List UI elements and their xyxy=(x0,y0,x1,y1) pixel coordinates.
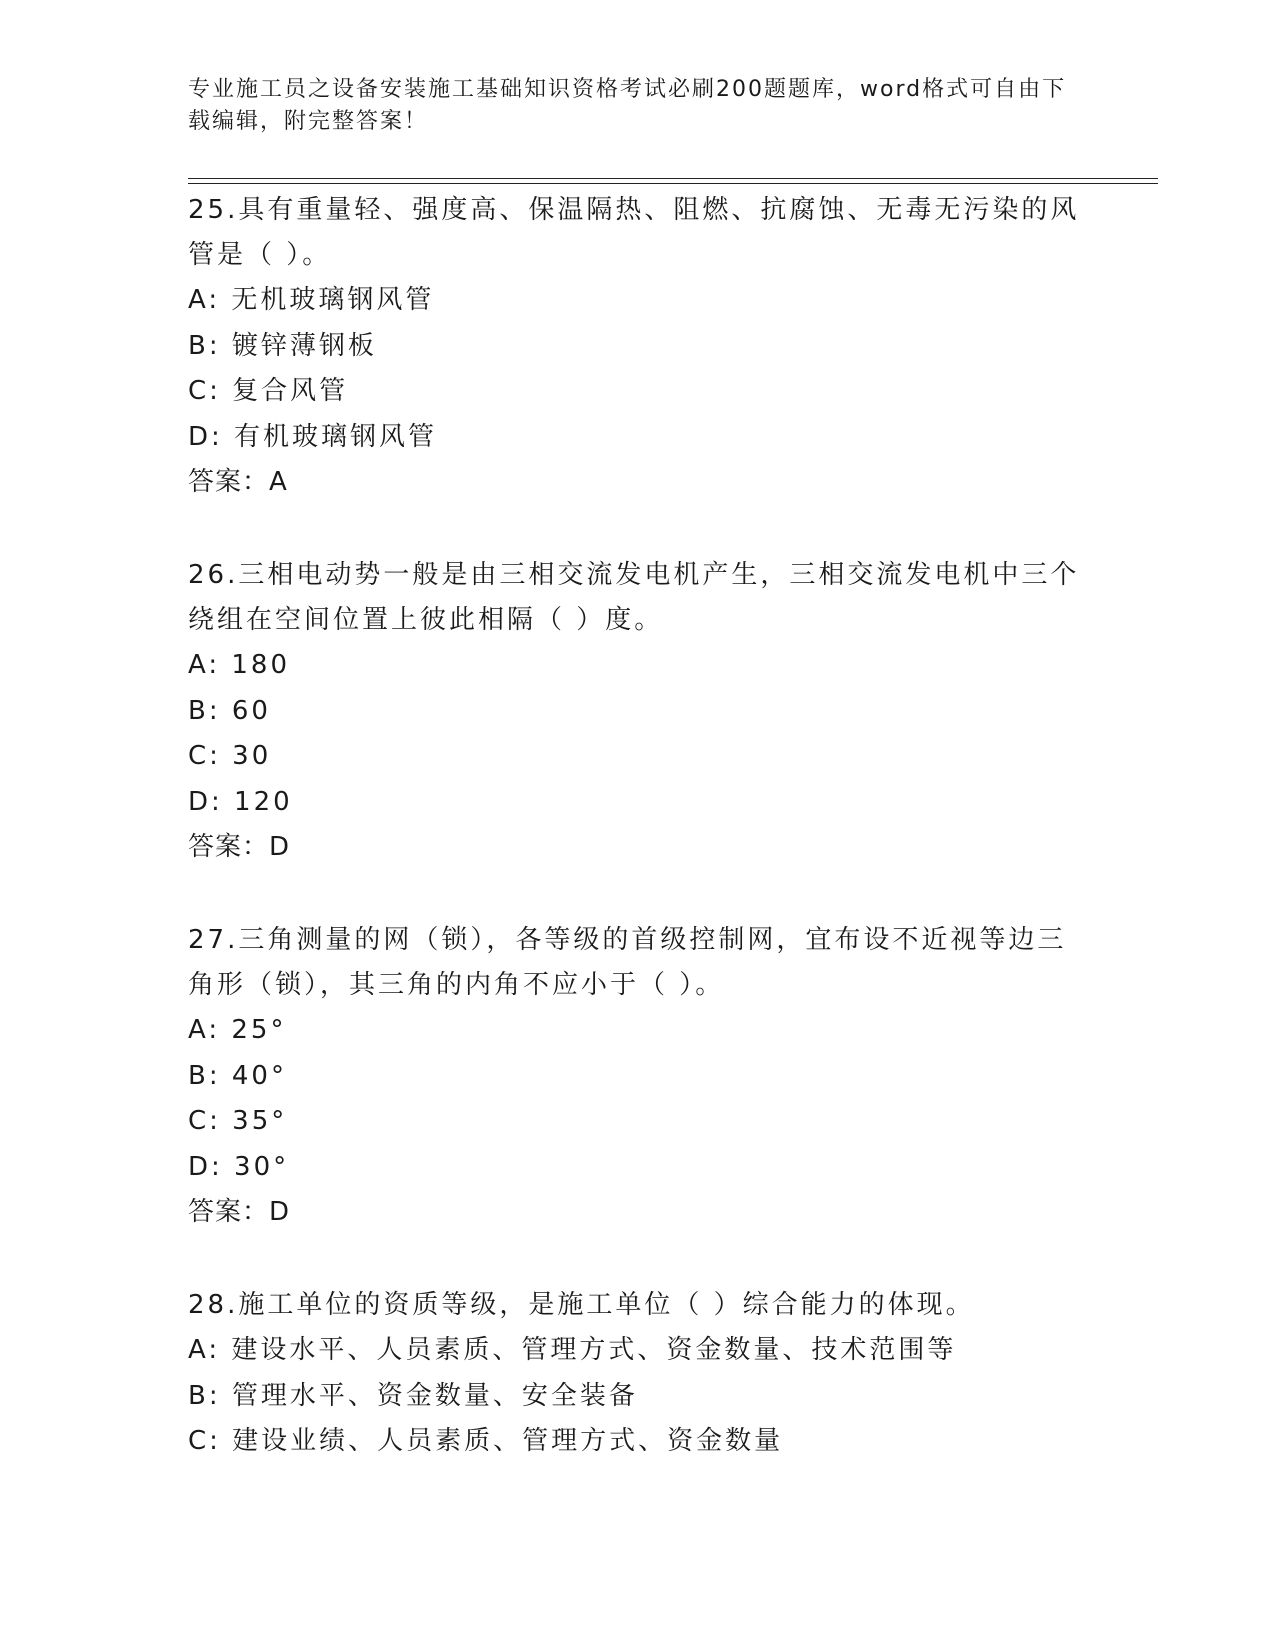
question-25 xyxy=(188,188,1088,505)
answer: 答案：D xyxy=(188,1197,291,1227)
option-c: C: 35° xyxy=(188,1106,288,1136)
question-stem: 25.具有重量轻、强度高、保温隔热、阻燃、抗腐蚀、无毒无污染的风管是（ ）。 xyxy=(188,195,1080,270)
option-b: B: 60 xyxy=(188,695,271,726)
option-a: A: 建设水平、人员素质、管理方式、资金数量、技术范围等 xyxy=(188,1335,957,1365)
header-divider-top xyxy=(188,178,1158,179)
option-b: B: 管理水平、资金数量、安全装备 xyxy=(188,1380,638,1411)
answer: 答案：A xyxy=(188,467,288,497)
header-divider-bottom xyxy=(188,183,1158,184)
option-c: C: 建设业绩、人员素质、管理方式、资金数量 xyxy=(188,1426,784,1456)
option-a: A: 25° xyxy=(188,1015,287,1045)
option-d: D: 有机玻璃钢风管 xyxy=(188,421,438,452)
question-28 xyxy=(188,1283,1088,1465)
option-d: D: 120 xyxy=(188,786,293,817)
option-b: B: 镀锌薄钢板 xyxy=(188,330,377,361)
option-d: D: 30° xyxy=(188,1151,290,1182)
question-stem: 28.施工单位的资质等级，是施工单位（ ）综合能力的体现。 xyxy=(188,1290,975,1320)
document-header: 专业施工员之设备安装施工基础知识资格考试必刷200题题库，word格式可自由下载编辑，附完整答案！ xyxy=(188,77,1067,134)
option-c: C: 复合风管 xyxy=(188,376,349,406)
option-a: A: 180 xyxy=(188,650,290,680)
question-stem: 26.三相电动势一般是由三相交流发电机产生，三相交流发电机中三个绕组在空间位置上彼此相隔（ ）度。 xyxy=(188,560,1080,635)
question-26 xyxy=(188,553,1088,870)
answer: 答案：D xyxy=(188,832,291,862)
option-a: A: 无机玻璃钢风管 xyxy=(188,285,435,315)
option-c: C: 30 xyxy=(188,741,272,771)
question-stem: 27.三角测量的网（锁），各等级的首级控制网，宜布设不近视等边三角形（锁），其三角的内角不应小于（ ）。 xyxy=(188,925,1067,1000)
question-27 xyxy=(188,918,1088,1235)
option-b: B: 40° xyxy=(188,1060,287,1091)
